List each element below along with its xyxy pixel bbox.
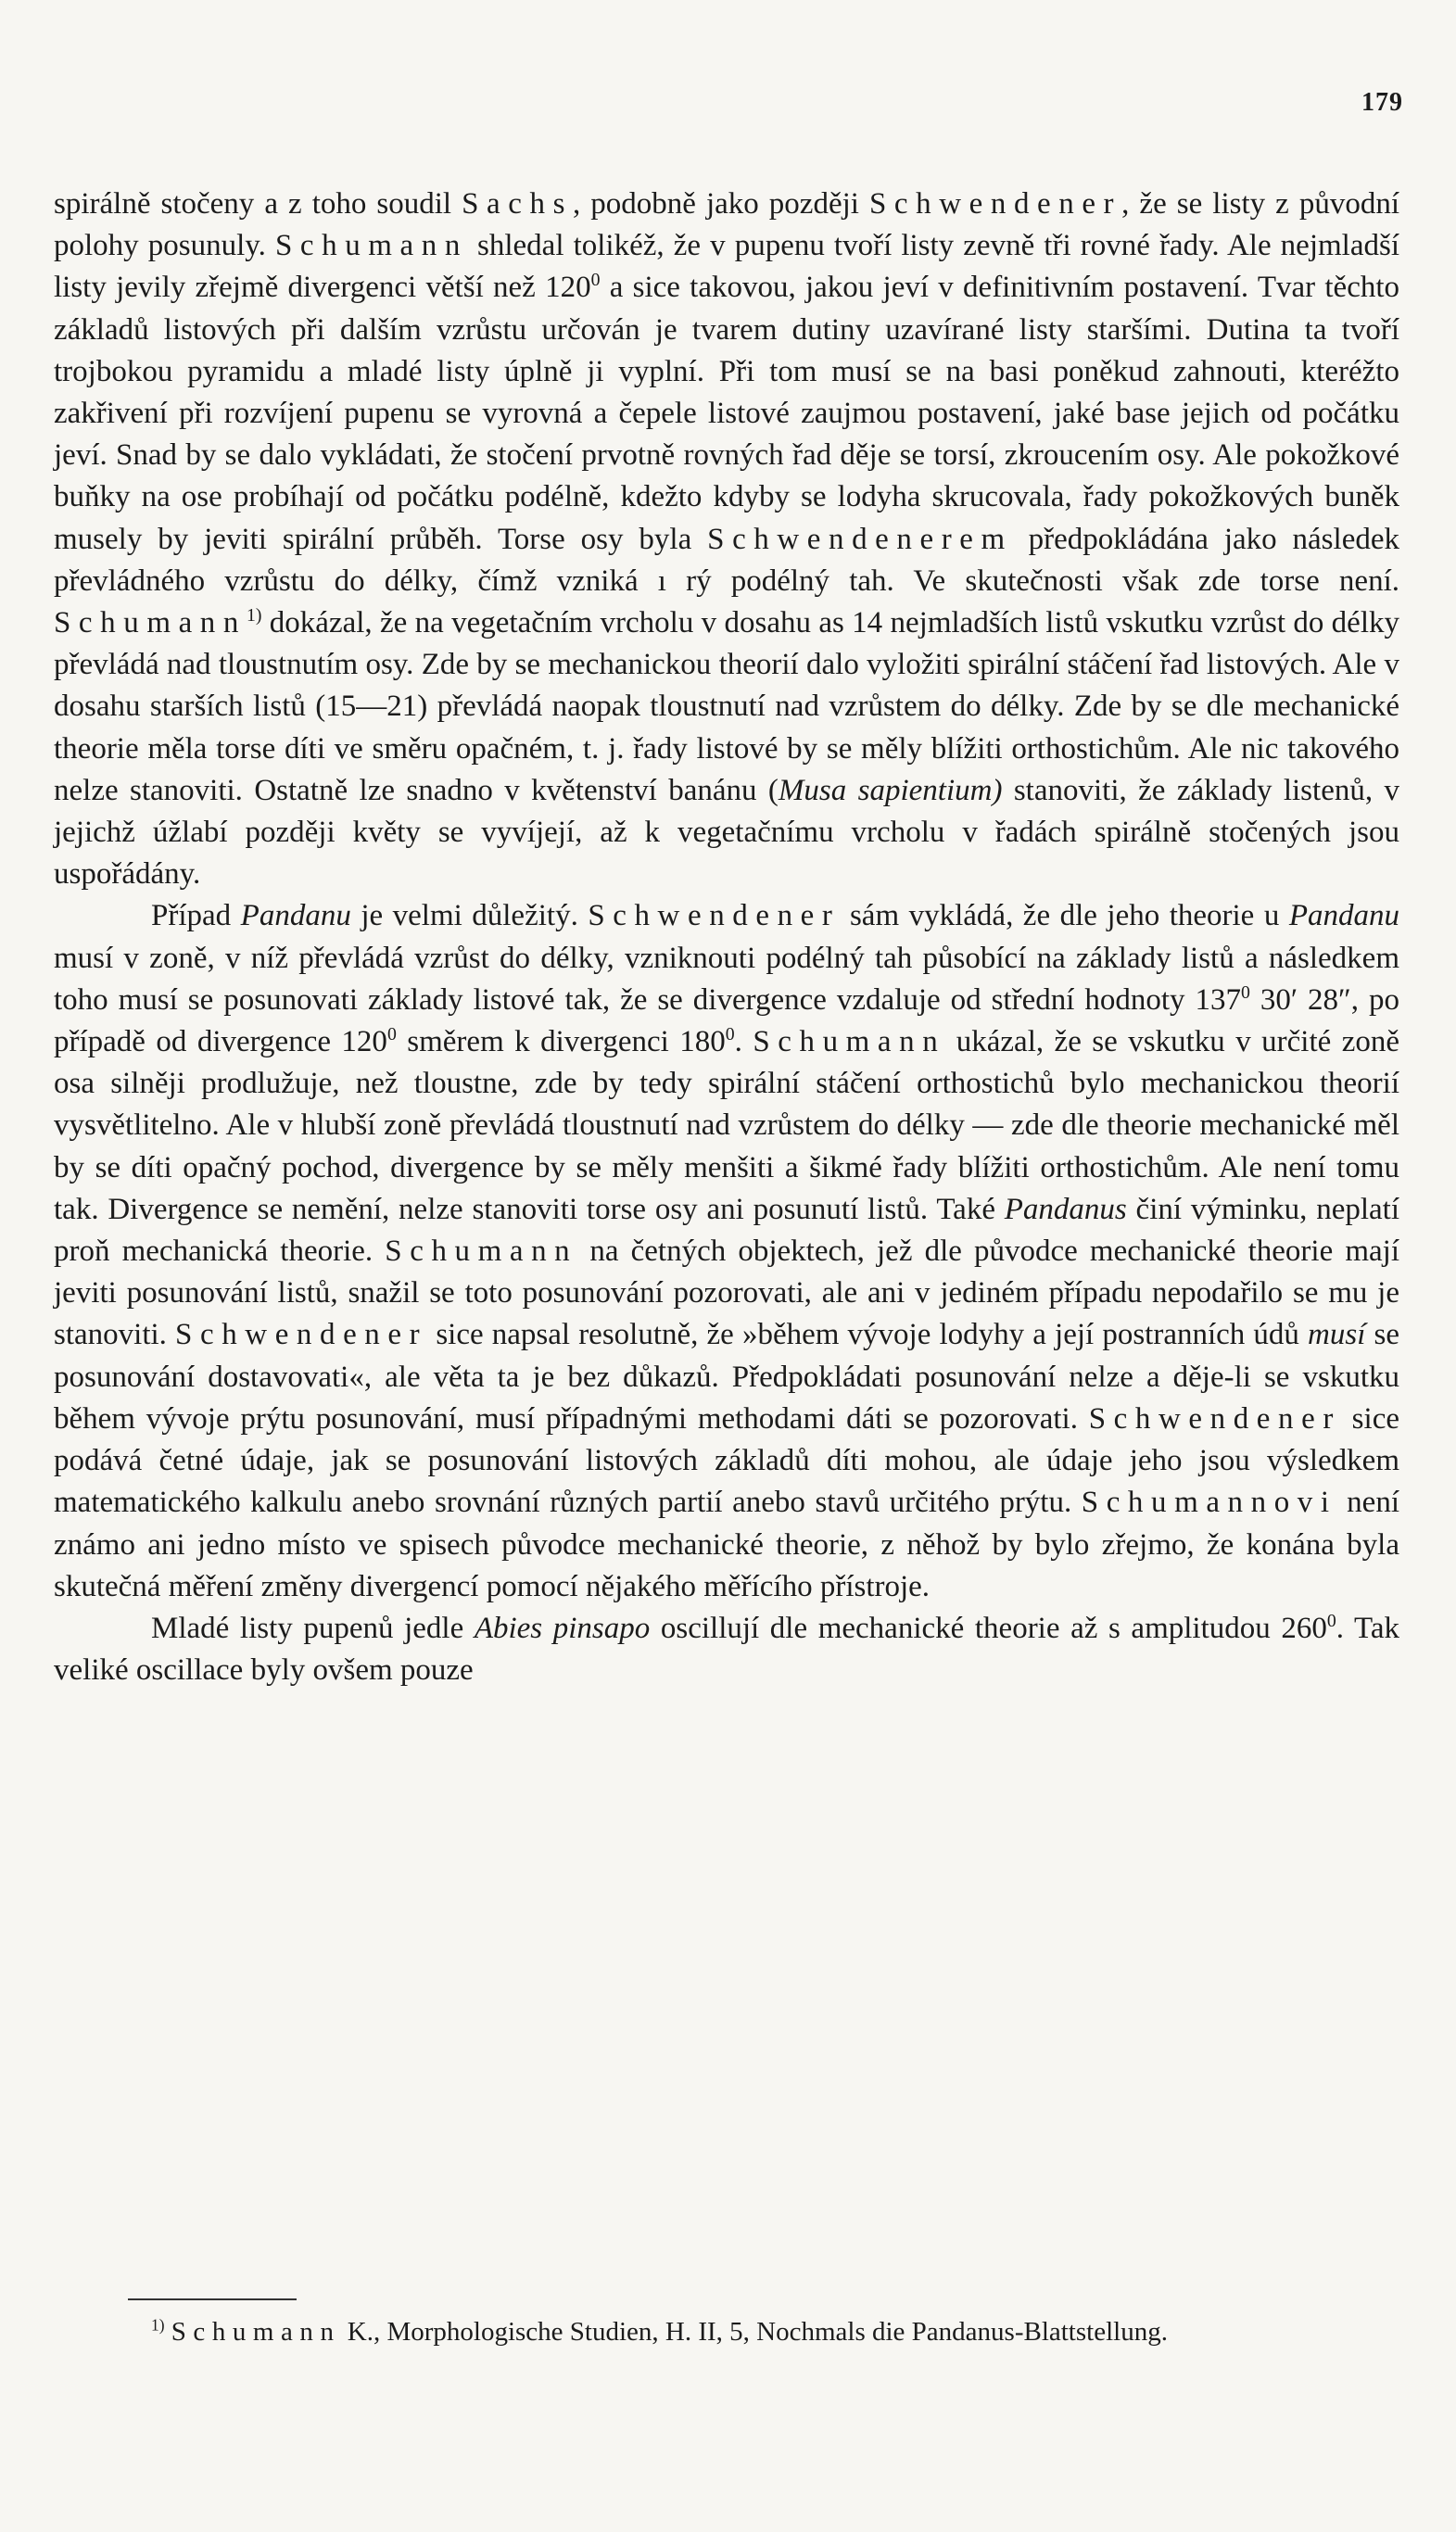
footnote-author: Schumann xyxy=(171,2317,341,2347)
paragraph-3 xyxy=(54,1608,1399,1691)
spaced-name: Schwendener xyxy=(588,899,841,933)
text-run: musí v zoně, v níž převládá vzrůst do délky, vzniknouti podélný tah působící na základy listů a následkem toho musí se posunovati základy listové tak, že se divergence vzdaluje od střední hodnoty 137 xyxy=(54,941,1399,1017)
text-run: . Tak veliké oscillace byly ovšem pouze xyxy=(54,1611,1400,1688)
italic-term: Pandanu xyxy=(1288,899,1399,933)
page-number: 179 xyxy=(1361,88,1403,117)
superscript: 0 xyxy=(386,1024,397,1045)
spaced-name: Schwendener xyxy=(868,187,1122,221)
superscript: 0 xyxy=(590,270,601,291)
text-run: spirálně stočeny a z toho soudil xyxy=(54,187,462,221)
text-run: sám vykládá, že dle jeho theorie u xyxy=(840,899,1289,933)
text-run: stanoviti, že základy listenů, v jejichž úžlabí později květy se vyvíjejí, až k vegetačnímu vrcholu v řadách spirálně stočených jsou uspořádány. xyxy=(54,773,1399,892)
text-run: , že se listy z původní polohy posunuly. xyxy=(54,187,1399,263)
spaced-name: Schumann xyxy=(753,1025,946,1059)
italic-term: Musa sapientium) xyxy=(778,773,1003,807)
text-run: předpokládána jako následek převládného vzrůstu do délky, čímž vzniká ı rý podélný tah. Ve skutečnosti však zde torse není. xyxy=(54,522,1399,598)
text-run: činí výminku, neplatí proň mechanická theorie. xyxy=(54,1192,1399,1269)
spaced-name: Schumann xyxy=(274,229,468,263)
body-text xyxy=(54,184,1399,1691)
text-run: 30′ 28″, po případě od divergence 120 xyxy=(54,982,1399,1059)
spaced-name: Schwendener xyxy=(1088,1401,1341,1436)
text-run: . xyxy=(734,1025,753,1059)
paragraph-2 xyxy=(54,895,1399,1607)
text-run: oscillují dle mechanické theorie až s amplitudou 260 xyxy=(650,1611,1327,1645)
italic-term: musí xyxy=(1308,1318,1366,1352)
superscript: 0 xyxy=(1326,1610,1336,1631)
italic-term: Abies pinsapo xyxy=(474,1611,651,1645)
footnote-marker: 1) xyxy=(151,2315,165,2335)
text-run: se posunování dostavovati«, ale věta ta je bez důkazů. Předpokládati posunování nelze a děje-li se vskutku během vývoje prýtu posunování, musí případnými methodami dáti se pozorovati. xyxy=(54,1318,1399,1436)
text-run: dokázal, že na vegetačním vrcholu v dosahu as 14 nejmladších listů vskutku vzrůst do délky převládá nad tloustnutím osy. Zde by se mechanickou theorií dalo vyložiti spirální stáčení řad listových. Ale v dosahu starších listů (15—21) převládá naopak tloustnutí nad vzrůstem do délky. Zde by se dle mechanické theorie měla torse díti ve směru opačném, t. j. řady listové by se měly blížiti orthostichům. Ale nic takového nelze stanoviti. Ostatně lze snadno v květenství banánu ( xyxy=(54,606,1399,807)
text-run: , podobně jako později xyxy=(573,187,869,221)
paragraph-1 xyxy=(54,184,1399,895)
superscript: 1) xyxy=(246,605,262,627)
text-run: není známo ani jedno místo ve spisech původce mechanické theorie, z něhož by bylo zřejmo, že konána byla skutečná měření změny divergencí pomocí nějakého měřícího přístroje. xyxy=(54,1486,1399,1603)
text-run: je velmi důležitý. xyxy=(350,899,589,933)
text-run: sice napsal resolutně, že »během vývoje lodyhy a její postranních údů xyxy=(427,1318,1309,1352)
footnote-text: K., Morphologische Studien, H. II, 5, Nochmals die Pandanus-Blattstellung. xyxy=(340,2317,1168,2347)
spaced-name: Schumann xyxy=(54,606,247,640)
spaced-name: Schwendener xyxy=(175,1318,428,1352)
text-run: na četných objektech, jež dle původce mechanické theorie mají jeviti posunování listů, snažil se toto posunování pozorovati, ale ani v jediném případu nepodařilo se mu je stanoviti. xyxy=(54,1234,1399,1352)
spaced-name: Schwendenerem xyxy=(707,522,1013,556)
spaced-name: Schumannovi xyxy=(1081,1486,1337,1520)
text-run: Mladé listy pupenů jedle xyxy=(151,1611,475,1645)
text-run: a sice takovou, jakou jeví v definitivním postavení. Tvar těchto základů listových při dalším vzrůstu určován je tvarem dutiny uzavírané listy staršími. Dutina ta tvoří trojbokou pyramidu a mladé listy úplně ji vyplní. Při tom musí se na basi poněkud zahnouti, kteréžto zakřivení při rozvíjení pupenu se vyrovná a čepele listové zaujmou postavení, jaké base jejich od počátku jeví. Snad by se dalo vykládati, že stočení prvotně rovných řad děje se torsí, zkroucením osy. Ale pokožkové buňky na ose probíhají od počátku podélně, kdežto kdyby se lodyha skrucovala, řady pokožkových buněk musely by jeviti spirální průběh. Torse osy byla xyxy=(54,271,1400,556)
italic-term: Pandanus xyxy=(1004,1192,1127,1226)
text-run: směrem k divergenci 180 xyxy=(396,1025,726,1059)
footnote-divider xyxy=(128,2298,297,2300)
italic-term: Pandanu xyxy=(240,899,351,933)
text-run: sice podává četné údaje, jak se posunování listových základů díti mohou, ale údaje jeho jsou výsledkem matematického kalkulu anebo srovnání různých partií anebo stavů určitého prýtu. xyxy=(54,1401,1399,1520)
spaced-name: Schumann xyxy=(385,1234,578,1269)
superscript: 0 xyxy=(1241,981,1250,1003)
text-run: Případ xyxy=(151,899,241,933)
text-run: shledal tolikéž, že v pupenu tvoří listy zevně tři rovné řady. Ale nejmladší listy jevily zřejmě divergenci větší než 120 xyxy=(54,229,1399,305)
spaced-name: Sachs xyxy=(462,187,573,221)
footnote xyxy=(54,2313,1399,2351)
superscript: 0 xyxy=(725,1024,735,1045)
text-run: ukázal, že se vskutku v určité zoně osa silněji prodlužuje, než tloustne, zde by tedy spirální stáčení orthostichů bylo mechanickou theorií vysvětlitelno. Ale v hlubší zoně převládá tloustnutí nad vzrůstem do délky — zde dle theorie mechanické měl by se díti opačný pochod, divergence by se měly menšiti a šikmé řady blížiti orthostichům. Ale není tomu tak. Divergence se nemění, nelze stanoviti torse osy ani posunutí listů. Také xyxy=(54,1025,1399,1226)
